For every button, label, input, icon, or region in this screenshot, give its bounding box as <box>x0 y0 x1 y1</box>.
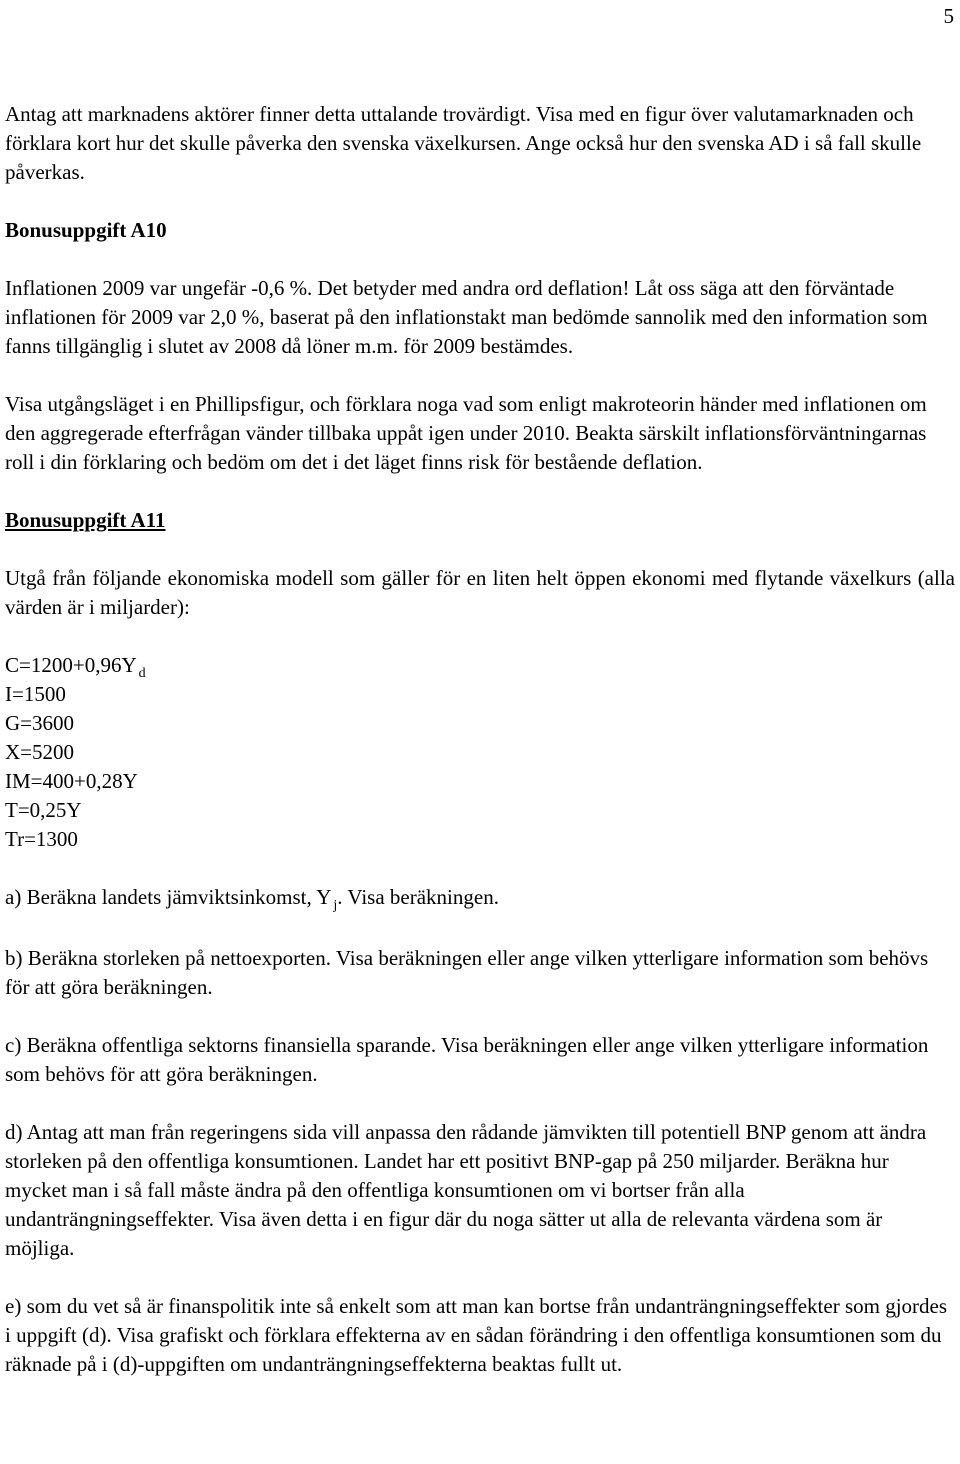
intro-paragraph: Antag att marknadens aktörer finner detta uttalande trovärdigt. Visa med en figur över valutamarknaden och förklara kort hur det skulle påverka den svenska växelkursen. Ange också hur den svenska AD i så fall skulle påverkas. <box>5 102 922 184</box>
a10-paragraph-1: Inflationen 2009 var ungefär -0,6 %. Det betyder med andra ord deflation! Låt oss säga att den förväntade inflationen för 2009 var 2,0 %, baserat på den inflationstakt man bedömde sannolik med den information som fanns tillgänglig i slutet av 2008 då löner m.m. för 2009 bestämdes. <box>5 276 928 358</box>
page-number: 5 <box>943 4 954 28</box>
question-b: b) Beräkna storleken på nettoexporten. Visa beräkningen eller ange vilken ytterligare information som behövs för att göra beräkningen. <box>5 946 929 999</box>
equation-imports: IM=400+0,28Y <box>5 769 138 793</box>
question-a-text: a) Beräkna landets jämviktsinkomst, Y <box>5 885 332 909</box>
equation-consumption <box>5 651 955 680</box>
equation-consumption-text: C=1200+0,96Y <box>5 653 137 677</box>
a11-heading: Bonusuppgift A11 <box>5 508 166 532</box>
question-a <box>5 883 955 915</box>
a11-intro: Utgå från följande ekonomiska modell som gäller för en liten helt öppen ekonomi med flytande växelkurs (alla värden är i miljarder): <box>5 566 955 619</box>
equation-investment: I=1500 <box>5 682 66 706</box>
question-c: c) Beräkna offentliga sektorns finansiella sparande. Visa beräkningen eller ange vilken ytterligare information som behövs för att göra beräkningen. <box>5 1033 929 1086</box>
equation-transfers: Tr=1300 <box>5 827 78 851</box>
question-a-subscript: j <box>333 898 338 913</box>
a10-paragraph-2: Visa utgångsläget i en Phillipsfigur, och förklara noga vad som enligt makroteorin händer med inflationen om den aggregerade efterfrågan vänder tillbaka uppåt igen under 2010. Beakta särskilt inflationsförväntningarnas roll i din förklaring och bedöm om det i det läget finns risk för bestående deflation. <box>5 392 927 474</box>
equation-government: G=3600 <box>5 711 75 735</box>
document-body <box>5 100 955 1408</box>
equation-exports: X=5200 <box>5 740 75 764</box>
question-a-suffix: . Visa beräkningen. <box>337 885 499 909</box>
question-d: d) Antag att man från regeringens sida vill anpassa den rådande jämvikten till potentiell BNP genom att ändra storleken på den offentliga konsumtionen. Landet har ett positivt BNP-gap på 250 miljarder. Beräkna hur mycket man i så fall måste ändra på den offentliga konsumtionen om vi bortser från alla undanträngningseffekter. Visa även detta i en figur där du noga sätter ut alla de relevanta värdena som är möjliga. <box>5 1120 927 1260</box>
equation-taxes: T=0,25Y <box>5 798 82 822</box>
question-e: e) som du vet så är finanspolitik inte så enkelt som att man kan bortse från undanträngningseffekter som gjordes i uppgift (d). Visa grafiskt och förklara effekterna av en sådan förändring i den offentliga konsumtionen som du räknade på i (d)-uppgiften om undanträngningseffekterna beaktas fullt ut. <box>5 1294 948 1376</box>
a10-heading: Bonusuppgift A10 <box>5 218 167 242</box>
equation-consumption-subscript: d <box>138 666 146 681</box>
model-equations <box>5 651 955 854</box>
